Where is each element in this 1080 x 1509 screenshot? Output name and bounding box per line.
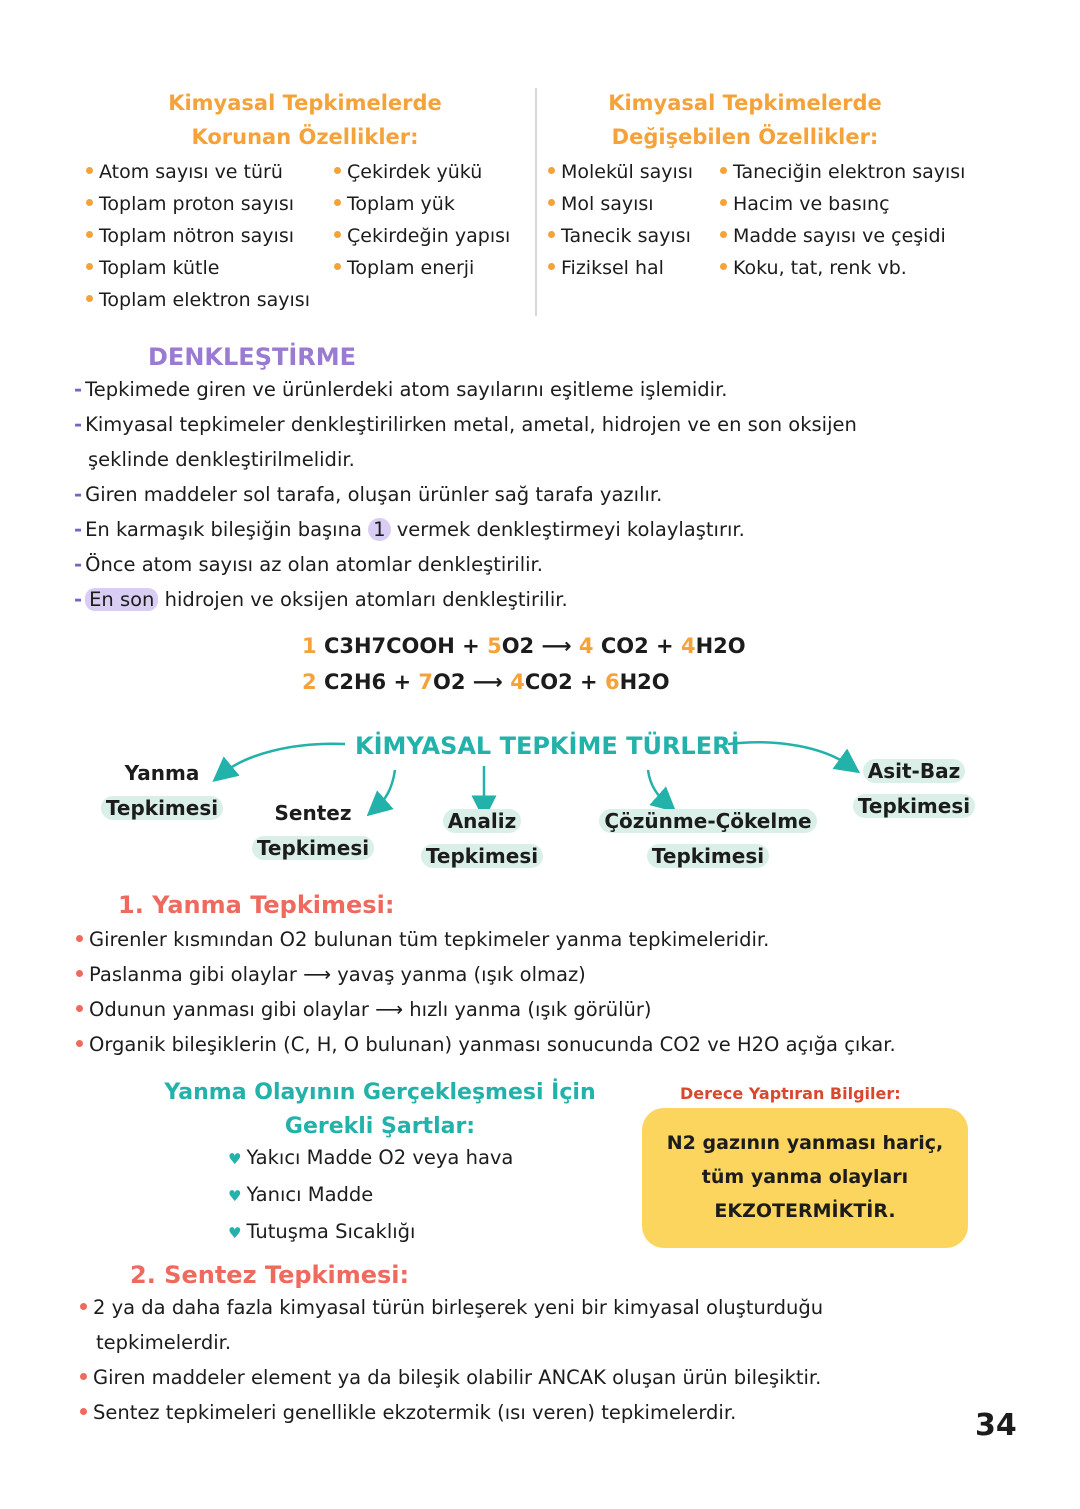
note-box (642, 1108, 968, 1248)
bullet-icon (720, 263, 727, 270)
highlight-one: 1 (368, 518, 390, 541)
balancing-title: DENKLEŞTİRME (148, 343, 357, 371)
list-item: - Kimyasal tepkimeler denkleştirilirken metal, ametal, hidrojen ve en son oksijen (74, 413, 857, 436)
arrow-right-icon: ⟶ (541, 634, 572, 658)
list-item: Girenler kısmından O2 bulunan tüm tepkimeler yanma tepkimeleridir. (76, 922, 896, 957)
heart-icon: ♥ (228, 1150, 242, 1168)
bullet-icon (334, 167, 341, 174)
bullet-icon (76, 1040, 83, 1047)
equation-2: 2 C2H6 + 7O2 ⟶ 4CO2 + 6H2O (302, 670, 670, 694)
conserved-title-line1: Kimyasal Tepkimelerde (168, 91, 442, 115)
bullet-icon (548, 199, 555, 206)
list-item: Paslanma gibi olaylar ⟶ yavaş yanma (ışık olmaz) (76, 957, 896, 992)
list-item: - Önce atom sayısı az olan atomlar denkleştirilir. (74, 553, 543, 576)
list-item: Hacim ve basınç (720, 188, 965, 220)
bullet-icon (76, 935, 83, 942)
list-item: Fiziksel hal (548, 252, 693, 284)
list-item: Tanecik sayısı (548, 220, 693, 252)
changeable-title-line2: Değişebilen Özellikler: (611, 125, 879, 149)
type-yanma: Yanma Tepkimesi (92, 756, 232, 826)
list-item: Sentez tepkimeleri genellikle ekzotermik (ısı veren) tepkimelerdir. (80, 1395, 823, 1430)
type-cozunme-cokelme: Çözünme-Çökelme Tepkimesi (590, 804, 826, 874)
list-item: Toplam yük (334, 188, 510, 220)
list-item: - En son hidrojen ve oksijen atomları denkleştirilir. (74, 588, 568, 611)
list-item: ♥ Yanıcı Madde (228, 1183, 374, 1206)
list-item: Madde sayısı ve çeşidi (720, 220, 965, 252)
heart-icon: ♥ (228, 1224, 242, 1242)
list-item: ♥ Yakıcı Madde O2 veya hava (228, 1146, 514, 1169)
bullet-icon (720, 199, 727, 206)
list-item: Toplam nötron sayısı (86, 220, 310, 252)
changeable-title-line1: Kimyasal Tepkimelerde (608, 91, 882, 115)
list-item: Atom sayısı ve türü (86, 156, 310, 188)
list-item: Mol sayısı (548, 188, 693, 220)
equation-1: 1 C3H7COOH + 5O2 ⟶ 4 CO2 + 4H2O (302, 634, 746, 658)
bullet-icon (548, 231, 555, 238)
conserved-title (130, 86, 480, 154)
conserved-list-col1 (86, 156, 310, 316)
bullet-icon (86, 263, 93, 270)
changeable-list-col1 (548, 156, 693, 284)
bullet-icon (86, 295, 93, 302)
list-item: Giren maddeler element ya da bileşik olabilir ANCAK oluşan ürün bileşiktir. (80, 1360, 823, 1395)
note-line: EKZOTERMİKTİR. (714, 1200, 896, 1222)
list-item: - Tepkimede giren ve ürünlerdeki atom sayılarını eşitleme işlemidir. (74, 378, 728, 401)
list-item: Odunun yanması gibi olaylar ⟶ hızlı yanma (ışık görülür) (76, 992, 896, 1027)
bullet-icon (86, 167, 93, 174)
note-label: Derece Yaptıran Bilgiler: (680, 1084, 901, 1103)
bullet-icon (76, 970, 83, 977)
example-equations (302, 628, 746, 700)
bullet-icon (334, 199, 341, 206)
balancing-rules (74, 372, 857, 617)
list-item: Molekül sayısı (548, 156, 693, 188)
list-item: Koku, tat, renk vb. (720, 252, 965, 284)
conserved-list-col2 (334, 156, 510, 284)
changeable-list-col2 (720, 156, 965, 284)
note-line: tüm yanma olayları (701, 1166, 909, 1188)
page-number: 34 (975, 1408, 1017, 1443)
bullet-icon (80, 1408, 87, 1415)
list-item: Toplam elektron sayısı (86, 284, 310, 316)
list-item-continuation: şeklinde denkleştirilmelidir. (88, 448, 355, 471)
conditions-list (228, 1140, 513, 1251)
list-item: 2 ya da daha fazla kimyasal türün birleşerek yeni bir kimyasal oluşturduğu (80, 1290, 823, 1325)
list-item: Toplam proton sayısı (86, 188, 310, 220)
type-asit-baz: Asit-Baz Tepkimesi (844, 754, 984, 824)
heart-icon: ♥ (228, 1187, 242, 1205)
list-item: - En karmaşık bileşiğin başına 1 vermek denkleştirmeyi kolaylaştırır. (74, 518, 745, 541)
list-item: - Giren maddeler sol tarafa, oluşan ürünler sağ tarafa yazılır. (74, 483, 663, 506)
conserved-title-line2: Korunan Özellikler: (191, 125, 419, 149)
note-line: N2 gazının yanması hariç, (666, 1132, 944, 1154)
bullet-icon (334, 263, 341, 270)
list-item: Çekirdeğin yapısı (334, 220, 510, 252)
list-item: Taneciğin elektron sayısı (720, 156, 965, 188)
arrow-to-asitbaz (728, 742, 850, 766)
bullet-icon (86, 199, 93, 206)
arrow-to-cozunme (648, 770, 667, 804)
yanma-bullets (76, 922, 896, 1062)
bullet-icon (720, 231, 727, 238)
list-item: Çekirdek yükü (334, 156, 510, 188)
list-item: Organik bileşiklerin (C, H, O bulunan) yanması sonucunda CO2 ve H2O açığa çıkar. (76, 1027, 896, 1062)
bullet-icon (80, 1373, 87, 1380)
sentez-title: 2. Sentez Tepkimesi: (130, 1261, 410, 1289)
type-analiz: Analiz Tepkimesi (412, 804, 552, 874)
sentez-bullets (80, 1290, 823, 1430)
column-divider (535, 88, 537, 316)
types-title: KİMYASAL TEPKİME TÜRLERİ (355, 732, 740, 760)
bullet-icon (548, 263, 555, 270)
type-sentez: Sentez Tepkimesi (243, 796, 383, 866)
bullet-icon (86, 231, 93, 238)
list-item: Toplam enerji (334, 252, 510, 284)
list-item: Toplam kütle (86, 252, 310, 284)
conditions-title: Yanma Olayının Gerçekleşmesi İçin Gerekli Şartlar: (164, 1080, 596, 1139)
bullet-icon (334, 231, 341, 238)
bullet-icon (548, 167, 555, 174)
bullet-icon (76, 1005, 83, 1012)
arrow-right-icon: ⟶ (472, 670, 503, 694)
arrow-to-yanma (222, 744, 345, 774)
list-item-continuation: tepkimelerdir. (96, 1331, 232, 1354)
yanma-title: 1. Yanma Tepkimesi: (118, 891, 395, 919)
highlight-en-son: En son (85, 588, 158, 611)
bullet-icon (80, 1303, 87, 1310)
changeable-title (570, 86, 920, 154)
list-item: ♥ Tutuşma Sıcaklığı (228, 1220, 416, 1243)
bullet-icon (720, 167, 727, 174)
